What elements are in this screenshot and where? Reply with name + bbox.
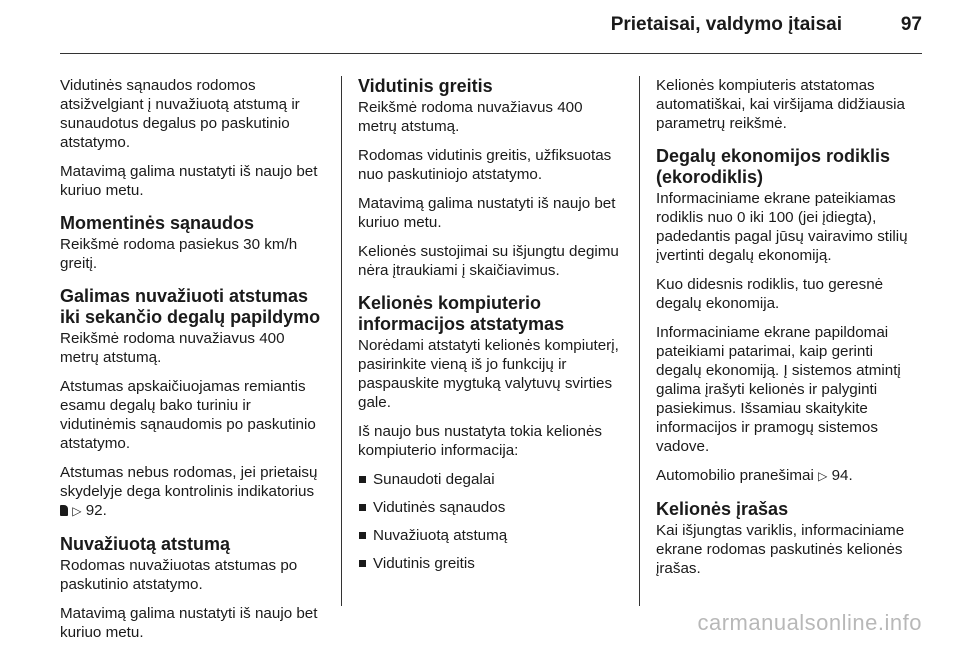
section-heading: Galimas nuvažiuoti atstumas iki sekančio degalų papildymo <box>60 286 321 327</box>
list-item: Sunaudoti degalai <box>358 470 624 489</box>
section-heading: Vidutinis greitis <box>358 76 493 96</box>
paragraph: Reikšmė rodoma nuvažiavus 400 metrų atstumą. <box>358 99 583 135</box>
reset-items-list <box>358 470 624 573</box>
header-rule <box>60 53 922 54</box>
paragraph-text: Atstumas nebus rodomas, jei prietaisų skydelyje dega kontrolinis indikatorius <box>60 464 318 500</box>
column-divider <box>639 76 640 606</box>
paragraph-text: Automobilio pranešimai <box>656 467 819 484</box>
section-heading: Kelionės kompiuterio informacijos atstatymas <box>358 293 565 334</box>
column-3 <box>656 76 922 588</box>
paragraph: Atstumas apskaičiuojamas remiantis esamu degalų bako turiniu ir vidutinėmis sąnaudomis po paskutinio atstatymo. <box>60 378 316 452</box>
paragraph: Rodomas vidutinis greitis, užfiksuotas nuo paskutiniojo atstatymo. <box>358 147 612 183</box>
section-heading: Degalų ekonomijos rodiklis (ekorodiklis) <box>656 146 891 187</box>
list-item: Nuvažiuotą atstumą <box>358 526 624 545</box>
paragraph: Norėdami atstatyti kelionės kompiuterį, pasirinkite vieną iš jo funkcijų ir paspauskite mygtuką valytuvų svirties gale. <box>358 337 619 411</box>
paragraph: Reikšmė rodoma nuvažiavus 400 metrų atstumą. <box>60 330 285 366</box>
column-divider <box>341 76 342 606</box>
paragraph: Vidutinės sąnaudos rodomos atsižvelgiant į nuvažiuotą atstumą ir sunaudotus degalus po paskutinio atstatymo. <box>60 77 300 151</box>
section-heading: Momentinės sąnaudos <box>60 213 255 233</box>
paragraph <box>60 463 326 521</box>
list-item: Vidutinės sąnaudos <box>358 498 624 517</box>
paragraph <box>656 466 922 486</box>
paragraph: Rodomas nuvažiuotas atstumas po paskutinio atstatymo. <box>60 557 298 593</box>
paragraph: Reikšmė rodoma pasiekus 30 km/h greitį. <box>60 236 298 272</box>
paragraph: Matavimą galima nustatyti iš naujo bet kuriuo metu. <box>60 605 318 641</box>
paragraph: Kai išjungtas variklis, informaciniame ekrane rodomas paskutinės kelionės įrašas. <box>656 522 905 577</box>
page-reference-icon: ▷ <box>818 469 828 483</box>
paragraph: Kelionės sustojimai su išjungtu degimu nėra įtraukiami į skaičiavimus. <box>358 243 619 279</box>
page-reference[interactable]: 94. <box>831 467 853 484</box>
page-reference[interactable]: 92. <box>85 502 107 519</box>
section-heading: Kelionės įrašas <box>656 499 789 519</box>
page-number: 97 <box>900 14 922 35</box>
header-title: Prietaisai, valdymo įtaisai <box>610 14 842 35</box>
paragraph: Kelionės kompiuteris atstatomas automatiškai, kai viršijama didžiausia parametrų reikšmė. <box>656 77 906 132</box>
page-reference-icon: ▷ <box>72 504 82 518</box>
paragraph: Matavimą galima nustatyti iš naujo bet kuriuo metu. <box>358 195 616 231</box>
column-1 <box>60 76 326 652</box>
column-2 <box>358 76 624 582</box>
list-item: Vidutinis greitis <box>358 554 624 573</box>
paragraph: Informaciniame ekrane papildomai pateikiami patarimai, kaip gerinti degalų ekonomiją. Į sistemos atmintį galima įrašyti kelionės ir palyginti pasiekimus. Išsamiau skaitykite informacijos ir pramogų sistemos vadove. <box>656 324 901 455</box>
section-heading: Nuvažiuotą atstumą <box>60 534 231 554</box>
paragraph: Informaciniame ekrane pateikiamas rodiklis nuo 0 iki 100 (jei įdiegta), padedantis pagal jūsų vairavimo stilių įvertinti degalų ekonomiją. <box>656 190 908 264</box>
watermark: carmanualsonline.info <box>697 610 922 635</box>
fuel-indicator-icon <box>60 505 68 516</box>
paragraph: Kuo didesnis rodiklis, tuo geresnė degalų ekonomija. <box>656 276 884 312</box>
paragraph: Matavimą galima nustatyti iš naujo bet kuriuo metu. <box>60 163 318 199</box>
paragraph: Iš naujo bus nustatyta tokia kelionės kompiuterio informacija: <box>358 423 602 459</box>
